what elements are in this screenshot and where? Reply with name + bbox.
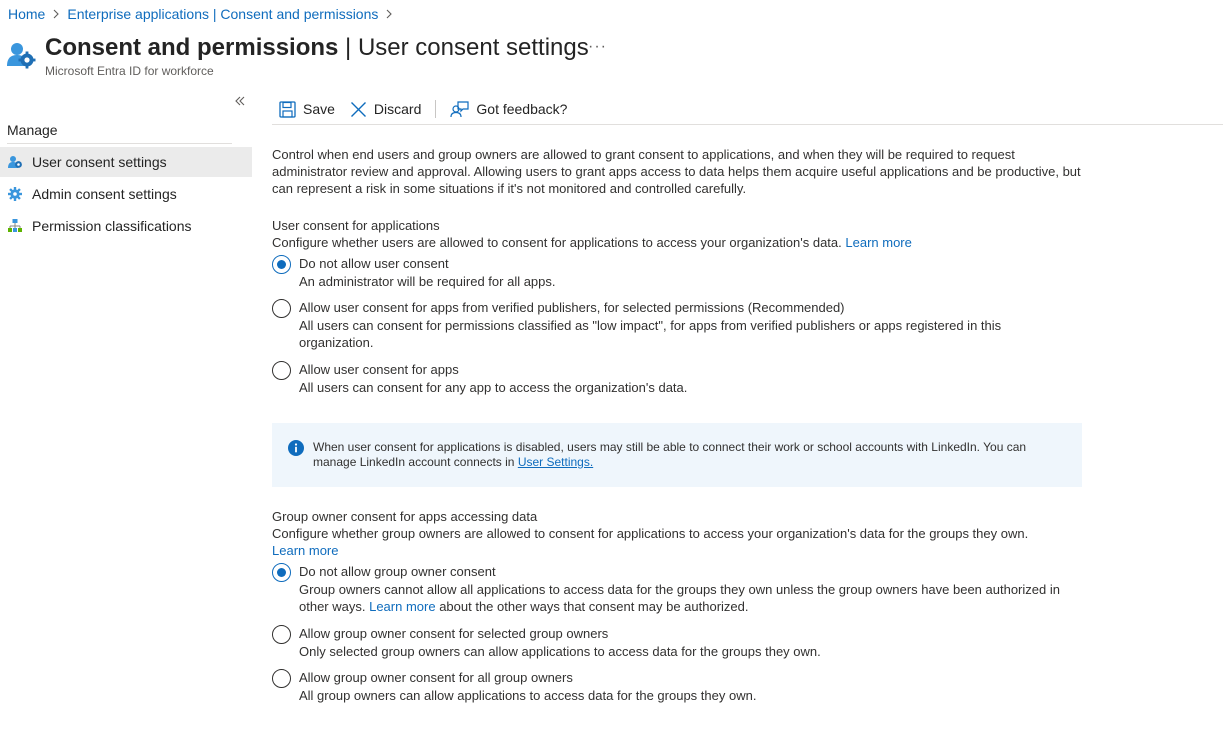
- chevron-right-icon: [380, 6, 398, 22]
- page-header: [6, 34, 589, 78]
- radio-label: Allow user consent for apps: [299, 362, 459, 377]
- info-text: [313, 440, 1066, 470]
- discard-label: Discard: [373, 101, 422, 117]
- radio-label: Do not allow group owner consent: [299, 564, 496, 579]
- info-message-bar: [272, 423, 1082, 487]
- user-consent-gear-icon: [6, 40, 36, 70]
- radio-label: Do not allow user consent: [299, 256, 449, 271]
- radio-button[interactable]: [272, 361, 291, 380]
- save-label: Save: [303, 101, 335, 117]
- sidebar-item-admin-consent-settings[interactable]: [0, 179, 252, 209]
- radio-button[interactable]: [272, 625, 291, 644]
- save-button[interactable]: [279, 96, 335, 122]
- user-consent-section: [272, 217, 1092, 251]
- group-consent-section: [272, 508, 1092, 559]
- sidebar-section-manage: Manage: [7, 122, 58, 138]
- info-message: When user consent for applications is disabled, users may still be able to connect their work or school accounts with LinkedIn. You can manage LinkedIn account connects in: [313, 440, 1027, 469]
- radio-description-text: Group owners cannot allow all applications to access data for the groups they own unless the group owners have been authorized in other ways.: [299, 582, 1060, 614]
- radio-label: Allow user consent for apps from verified publishers, for selected permissions (Recommended): [299, 300, 845, 315]
- sidebar-item-label: Permission classifications: [32, 218, 192, 234]
- radio-do-not-allow-user-consent[interactable]: [272, 255, 556, 290]
- radio-description-text: about the other ways that consent may be authorized.: [435, 599, 749, 614]
- radio-description: All users can consent for any app to access the organization's data.: [299, 380, 688, 395]
- breadcrumb-home[interactable]: Home: [8, 6, 46, 22]
- radio-label: Allow group owner consent for selected group owners: [299, 626, 609, 641]
- sidebar-item-permission-classifications[interactable]: [0, 211, 252, 241]
- radio-allow-verified-publishers[interactable]: [272, 299, 1072, 351]
- radio-do-not-allow-group-owner-consent[interactable]: [272, 563, 1092, 615]
- group-owner-learn-more-link[interactable]: Learn more: [369, 599, 436, 614]
- intro-text: Control when end users and group owners are allowed to grant consent to applications, and when they will be required to request administrator review and approval. Allowing users to grant apps access to data helps them acquire useful applications and be productive, but can represent a risk in some situations if it's not monitored and controlled carefully.: [272, 147, 1081, 196]
- radio-button[interactable]: [272, 255, 291, 274]
- radio-button[interactable]: [272, 563, 291, 582]
- breadcrumb-enterprise-applications[interactable]: Enterprise applications | Consent and permissions: [67, 6, 379, 22]
- hierarchy-icon: [7, 218, 23, 234]
- radio-description: All users can consent for permissions classified as "low impact", for apps from verified publishers or apps registered in this organization.: [299, 318, 1002, 350]
- user-consent-description-text: Configure whether users are allowed to consent for applications to access your organization's data.: [272, 235, 842, 250]
- close-icon: [350, 101, 367, 118]
- radio-description: An administrator will be required for all apps.: [299, 274, 556, 289]
- discard-button[interactable]: [350, 96, 421, 122]
- main-content: [272, 146, 1092, 703]
- user-consent-gear-icon: [7, 154, 23, 170]
- sidebar-item-user-consent-settings[interactable]: [0, 147, 252, 177]
- radio-description: Only selected group owners can allow applications to access data for the groups they own.: [299, 644, 821, 659]
- group-consent-learn-more-link[interactable]: Learn more: [272, 543, 339, 558]
- collapse-sidebar-icon[interactable]: [233, 94, 247, 108]
- sidebar-item-label: Admin consent settings: [32, 186, 177, 202]
- page-title-sub: | User consent settings: [338, 34, 589, 61]
- gear-icon: [7, 186, 23, 202]
- group-consent-description: Configure whether group owners are allowed to consent for applications to access your organization's data for the groups they own.: [272, 526, 1029, 541]
- feedback-label: Got feedback?: [476, 101, 568, 117]
- radio-description: All group owners can allow applications to access data for the groups they own.: [299, 688, 757, 703]
- radio-button[interactable]: [272, 669, 291, 688]
- page-subtitle: Microsoft Entra ID for workforce: [45, 64, 214, 78]
- radio-button[interactable]: [272, 299, 291, 318]
- more-options-button[interactable]: ···: [588, 38, 607, 55]
- breadcrumb: [8, 6, 400, 22]
- sidebar-item-label: User consent settings: [32, 154, 167, 170]
- command-bar: [272, 94, 1223, 125]
- info-icon: [288, 440, 304, 456]
- radio-allow-selected-group-owners[interactable]: [272, 625, 821, 660]
- page-title: [45, 34, 589, 62]
- user-consent-description: [272, 234, 1092, 251]
- chevron-right-icon: [47, 6, 65, 22]
- group-consent-title: Group owner consent for apps accessing data: [272, 509, 538, 524]
- radio-description: [299, 581, 1089, 615]
- radio-allow-all-group-owners[interactable]: [272, 669, 756, 704]
- radio-label: Allow group owner consent for all group owners: [299, 670, 573, 685]
- user-consent-title: User consent for applications: [272, 218, 440, 233]
- sidebar-divider: [7, 143, 232, 144]
- radio-allow-user-consent-all-apps[interactable]: [272, 361, 687, 396]
- toolbar-divider: [435, 100, 436, 118]
- page-title-main: Consent and permissions: [45, 34, 339, 61]
- feedback-button[interactable]: [450, 96, 567, 122]
- user-consent-learn-more-link[interactable]: Learn more: [845, 235, 912, 250]
- feedback-icon: [450, 101, 469, 118]
- user-settings-link[interactable]: User Settings.: [517, 455, 594, 469]
- save-icon: [279, 101, 296, 118]
